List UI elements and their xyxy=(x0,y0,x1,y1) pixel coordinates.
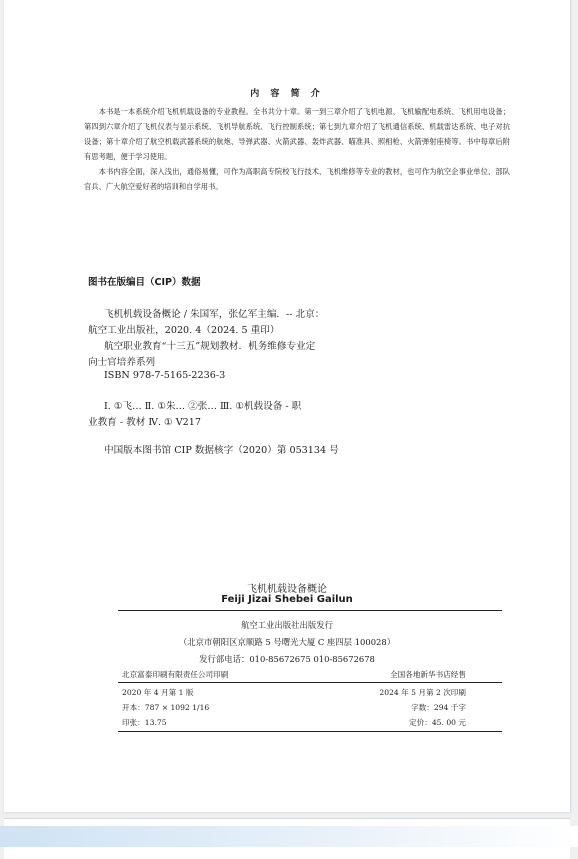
colophon-price: 定价：45. 00 元 xyxy=(409,718,466,727)
intro-title: 内 容 简 介 xyxy=(250,89,324,99)
colophon-sheets: 印张：13.75 xyxy=(122,718,167,727)
colophon-middle-rule xyxy=(118,682,502,683)
cip-isbn: ISBN 978-7-5165-2236-3 xyxy=(104,370,226,381)
cip-line-1: 飞机机载设备概论 / 朱国军，张亿军主编．-- 北京： xyxy=(104,309,325,320)
cip-line-2: 航空工业出版社，2020. 4（2024. 5 重印） xyxy=(88,325,280,336)
colophon-bottom-rule xyxy=(118,731,502,732)
colophon-top-rule xyxy=(118,610,502,611)
colophon-format: 开本：787 × 1092 1/16 xyxy=(122,703,210,712)
cip-heading: 图书在版编目（CIP）数据 xyxy=(88,277,201,288)
book-page xyxy=(4,0,571,812)
colophon-book-title: 飞机机载设备概论 xyxy=(247,584,327,595)
cip-classification-2: 业教育 - 教材 Ⅳ. ① V217 xyxy=(88,417,201,428)
colophon-distributor: 全国各地新华书店经售 xyxy=(390,670,466,679)
cip-classification-1: Ⅰ. ①飞… Ⅱ. ①朱… ②张… Ⅲ. ①机载设备 - 职 xyxy=(104,401,302,412)
intro-paragraph-2: 本书内容全面，深入浅出，通俗易懂，可作为高职高专院校飞行技术、飞机维修等专业的教材，也可作为航空企事业单位、部队官兵、广大航空爱好者的培训和自学用书。 xyxy=(84,167,510,191)
cip-line-3: 航空职业教育“十三五”规划教材．机务维修专业定 xyxy=(104,341,316,352)
colophon-phone: 发行部电话：010-85672675 010-85672678 xyxy=(199,654,375,664)
viewer-bottom-strip xyxy=(0,826,578,847)
colophon-address: （北京市朝阳区京顺路 5 号曙光大厦 C 座四层 100028） xyxy=(178,637,396,647)
colophon-reprint: 2024 年 5 月第 2 次印刷 xyxy=(379,688,466,697)
colophon-word-count: 字数：294 千字 xyxy=(411,703,466,712)
cip-line-4: 向士官培养系列 xyxy=(88,357,156,368)
colophon-printer: 北京富泰印刷有限责任公司印刷 xyxy=(122,670,229,679)
colophon-book-title-pinyin: Feiji Jizai Shebei Gailun xyxy=(221,594,353,605)
cip-record-number: 中国版本图书馆 CIP 数据核字（2020）第 053134 号 xyxy=(104,445,339,456)
colophon-first-edition: 2020 年 4 月第 1 版 xyxy=(122,688,194,697)
colophon-publisher: 航空工业出版社出版发行 xyxy=(240,620,334,630)
intro-paragraph-1: 本书是一本系统介绍飞机机载设备的专业教程。全书共分十章。第一到三章介绍了飞机电源、飞机输配电系统、飞机用电设备；第四到六章介绍了飞机仪表与显示系统、飞机导航系统、飞行控制系统；第七到九章介绍了飞机通信系统、机载雷达系统、电子对抗设备；第十章介绍了航空机载武器系统的航炮、导弹武器、火箭武器、轰炸武器、瞄准具、照相枪、火箭弹射座椅等。书中每章后附有思考题，便于学习使用。 xyxy=(84,107,510,161)
